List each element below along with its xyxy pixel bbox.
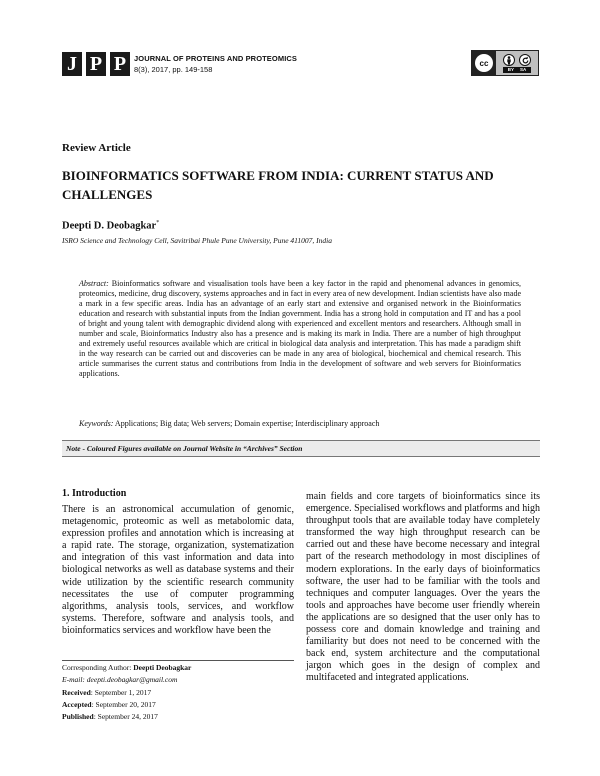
- affiliation: ISRO Science and Technology Cell, Savitribai Phule Pune University, Pune 411007, India: [62, 236, 332, 245]
- accepted-value: : September 20, 2017: [91, 700, 156, 709]
- journal-issue: 8(3), 2017, pp. 149-158: [134, 65, 213, 74]
- journal-info: [134, 53, 297, 75]
- cc-license-badge[interactable]: [471, 50, 539, 76]
- email-label: E-mail:: [62, 675, 87, 684]
- attribution-icon: [503, 54, 515, 66]
- author-mark: *: [156, 220, 160, 226]
- received-value: : September 1, 2017: [90, 688, 152, 697]
- article-title: BIOINFORMATICS SOFTWARE FROM INDIA: CURRENT STATUS AND CHALLENGES: [62, 168, 494, 202]
- corresponding-name: Deepti Deobagkar: [133, 663, 192, 672]
- published-value: : September 24, 2017: [93, 712, 158, 721]
- abstract: [79, 279, 521, 379]
- footnote-divider: [62, 660, 294, 661]
- logo-letter-p2: P: [110, 52, 130, 76]
- author-name: Deepti D. Deobagkar: [62, 220, 157, 232]
- received-date: [62, 688, 151, 698]
- logo-letter-j: J: [62, 52, 82, 76]
- section-heading-introduction: 1. Introduction: [62, 488, 127, 499]
- introduction-right-column: main fields and core targets of bioinformatics since its emergence. Specialised workflows and platforms and high throughput tools that are available today have completely transformed the way high throughput research can be carried out and these have become necessary and integral part of the research methodology in most disciplines of modern explorations. In the early days of bioinformatics software, the user had to be familiar with the tools and techniques and computer languages. Over the years the tools and approaches have become user friendly wherein the applications are so designed that the user only has to possess core and domain knowledge and training and familiarity but does not need to be concerned with the back end, system architecture and the computational jargon which goes in the design of complex and multifaceted and integrated applications.: [306, 491, 540, 684]
- journal-logo: [62, 52, 130, 76]
- author-email: [62, 675, 177, 685]
- cc-label-sa: SA: [520, 67, 527, 72]
- journal-name: JOURNAL OF PROTEINS AND PROTEOMICS: [134, 54, 297, 63]
- corresponding-label: Corresponding Author:: [62, 663, 134, 672]
- introduction-left-column: There is an astronomical accumulation of genomic, metagenomic, proteomic as well as metabolomic data, expression profiles and annotation which is increasing at a rapid rate. The storage, organization, systematization and integration of this vast information and data into biological networks as well as database systems and their wide utilization by the scientific research community necessitates the use of computer programming algorithms, analysis tools, services, and workflow systems. Therefore, software and analysis tools, and bioinformatics services and workflow have been the: [62, 504, 294, 636]
- cc-label-by: BY: [507, 67, 514, 72]
- colour-figures-note: Note - Coloured Figures available on Journal Website in “Archives” Section: [62, 440, 540, 457]
- cc-conditions: [496, 53, 538, 73]
- share-alike-icon: [519, 54, 531, 66]
- creative-commons-icon: cc: [475, 54, 493, 72]
- keywords: [79, 419, 521, 429]
- keywords-label: Keywords:: [79, 419, 114, 428]
- accepted-date: [62, 700, 156, 710]
- published-label: Published: [62, 712, 94, 721]
- email-address[interactable]: deepti.deobagkar@gmail.com: [86, 675, 178, 684]
- author-line: [62, 220, 159, 232]
- published-date: [62, 712, 158, 722]
- keywords-text: Applications; Big data; Web servers; Domain expertise; Interdisciplinary approach: [113, 419, 380, 428]
- article-type: Review Article: [62, 142, 131, 154]
- abstract-text: Bioinformatics software and visualisation tools have been a key factor in the rapid and phenomenal advances in genomics, proteomics, medicine, drug discovery, systems approaches and in fact in every area of new development. Indian scientists have also made a mark in a few specific areas. India has an advantage of an early start and extensive and organised network in the Bioinformatics education and research with substantial inputs from the Indian government. India has a strong hold in computation and IT and has a pool of bright and young talent with demographic dividend along with experienced and excellent mentors and researchers. Although small in number and scale, Bioinformatics Industry also has a presence and is making its mark in India. There are a number of high throughput and extremely useful resources available which are critical in biological data analysis and interpretation. This has made a paradigm shift in the way research can be carried out and discoveries can be made in any area of biological, biochemical and chemical research. This article summarises the current status and contributions from India in the development of software and web servers for Bioinformatics applications.: [79, 279, 521, 379]
- abstract-label: Abstract:: [79, 279, 109, 288]
- logo-letter-p1: P: [86, 52, 106, 76]
- accepted-label: Accepted: [62, 700, 92, 709]
- cc-main: [472, 51, 496, 75]
- received-label: Received: [62, 688, 91, 697]
- corresponding-author: [62, 663, 191, 673]
